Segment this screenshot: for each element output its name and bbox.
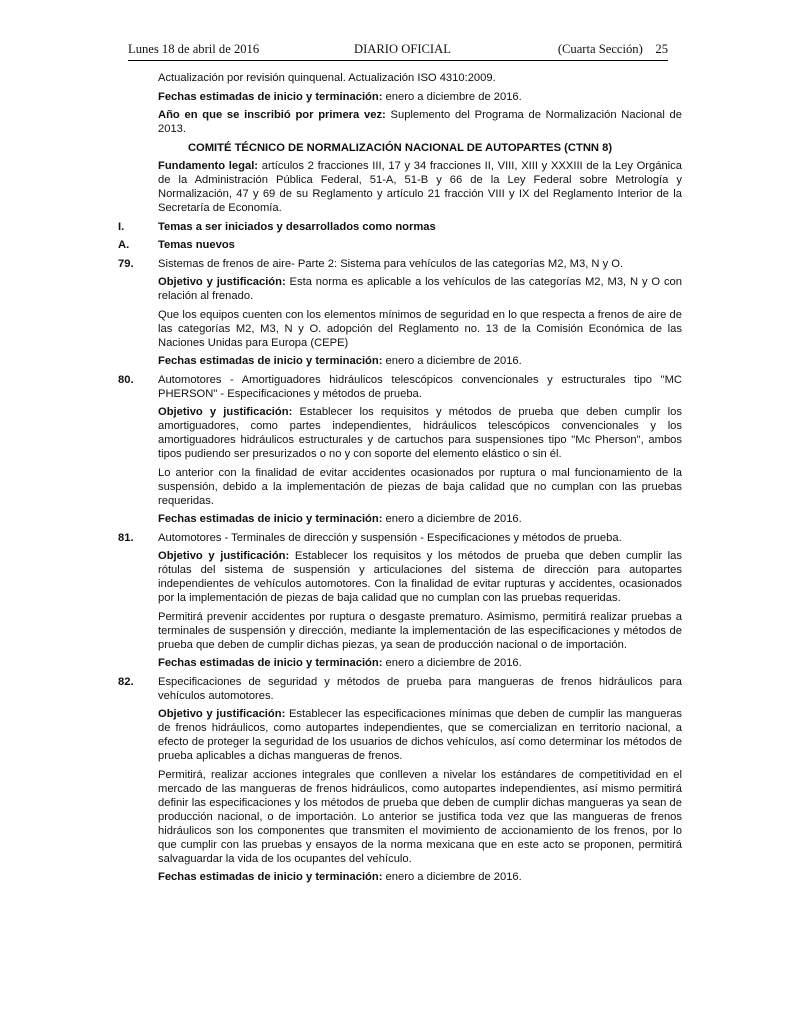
objective-paragraph — [118, 549, 682, 605]
header-section: (Cuarta Sección) — [557, 42, 643, 56]
header-publication: DIARIO OFICIAL — [354, 42, 451, 56]
first-registered-paragraph — [118, 108, 682, 136]
objective-paragraph — [118, 707, 682, 763]
legal-basis-paragraph — [118, 159, 682, 215]
item-number: 79. — [118, 257, 134, 270]
dates-value: enero a diciembre de 2016. — [382, 871, 522, 883]
dates-label: Fechas estimadas de inicio y terminación: — [158, 513, 383, 525]
header-section-page — [558, 42, 668, 57]
section-number: I. — [118, 220, 125, 233]
dates-label: Fechas estimadas de inicio y terminación: — [158, 657, 383, 669]
item-number: 82. — [118, 675, 134, 688]
dates-label: Fechas estimadas de inicio y terminación: — [158, 355, 383, 367]
dates-paragraph — [118, 656, 682, 670]
justification-paragraph: Lo anterior con la finalidad de evitar accidentes ocasionados por ruptura o mal funcionamiento de la suspensión, debido a la implementación de piezas de baja calidad que no cumplan con las pruebas requeridas. — [158, 466, 682, 507]
legal-basis-label: Fundamento legal: — [158, 160, 259, 172]
subsection-number: A. — [118, 239, 130, 251]
dates-paragraph — [118, 354, 682, 368]
objective-paragraph — [118, 405, 682, 461]
justification-paragraph: Que los equipos cuenten con los elementos mínimos de seguridad en lo que respecta a frenos de aire de las categorías M2, M3, N y O. adopción del Reglamento no. 13 de la Comisión Económica de las Naciones Unidas para Europa (CEPE) — [158, 308, 682, 349]
subsection-heading — [118, 238, 682, 252]
objective-text: Esta norma es aplicable a los vehículos de las categorías M2, M3, N y O con relación al frenado. — [158, 276, 682, 302]
document-body — [118, 71, 682, 889]
section-title: Temas a ser iniciados y desarrollados como normas — [158, 220, 436, 233]
item-title: Especificaciones de seguridad y métodos de prueba para mangueras de frenos hidráulicos para vehículos automotores. — [158, 675, 682, 702]
item-number: 80. — [118, 373, 134, 386]
dates-value: enero a diciembre de 2016. — [382, 657, 522, 669]
subsection-title: Temas nuevos — [158, 239, 235, 251]
item-title: Automotores - Amortiguadores hidráulicos telescópicos convencionales y estructurales tipo "MC PHERSON" - Especificaciones y métodos de prueba. — [158, 373, 682, 400]
header-rule — [128, 60, 668, 61]
dates-value: enero a diciembre de 2016. — [382, 90, 522, 103]
item-title-paragraph — [118, 257, 682, 271]
item-number: 81. — [118, 531, 134, 544]
objective-text: Establecer las especificaciones mínimas que deben de cumplir las mangueras de frenos hidráulicos, como autopartes independientes, que se comercializan en territorio nacional, a efecto de proteger la seguridad de los usuarios de dichos vehículos, así como determinar los métodos de prueba aplicables a dichas mangueras de frenos. — [158, 708, 682, 762]
legal-basis-value: artículos 2 fracciones III, 17 y 34 fracciones II, VIII, XIII y XXXIII de la Ley Orgánica de la Administración Pública Federal, 51-A, 51-B y 66 de la Ley Federal sobre Metrología y Normalización, 47 y 69 de su Reglamento y artículo 21 fracción VIII y IX del Reglamento Interior de la Secretaría de Economía. — [158, 160, 682, 214]
dates-label: Fechas estimadas de inicio y terminación: — [158, 871, 383, 883]
objective-label: Objetivo y justificación: — [158, 276, 286, 288]
first-registered-value: Suplemento del Programa de Normalización Nacional de 2013. — [158, 109, 682, 135]
item-title-paragraph — [118, 675, 682, 703]
first-registered-label: Año en que se inscribió por primera vez: — [158, 109, 386, 121]
header-page-number: 25 — [655, 42, 668, 56]
page-header — [128, 40, 668, 60]
committee-title: COMITÉ TÉCNICO DE NORMALIZACIÓN NACIONAL DE AUTOPARTES (CTNN 8) — [187, 141, 613, 154]
justification-paragraph: Permitirá, realizar acciones integrales que conlleven a nivelar los estándares de competitividad en el mercado de las mangueras de frenos hidráulicos, como autopartes independientes, así mismo permitirá definir las especificaciones y los métodos de prueba que deben de cumplir dichas mangueras ya sean de producción nacional, o de importación. Lo anterior se justifica toda vez que las mangueras de frenos hidráulicos son los componentes que transmiten el movimiento de accionamiento de los frenos, por lo que cumplir con las pruebas y ensayos de la norma mexicana que en este acto se proponen, permitirá salvaguardar la vida de los ocupantes del vehículo. — [158, 768, 682, 865]
dates-paragraph — [118, 512, 682, 526]
objective-text: Establecer los requisitos y los métodos de prueba que deben cumplir las rótulas del sistema de suspensión y articulaciones del sistema de dirección para autopartes independientes de vehículos automotores. Con la finalidad de evitar rupturas y accidentes, ocasionados por la implementación de piezas de baja calidad que no cumplan con las pruebas requeridas. — [158, 550, 682, 604]
dates-label: Fechas estimadas de inicio y terminación: — [158, 90, 383, 103]
objective-label: Objetivo y justificación: — [158, 406, 293, 418]
dates-paragraph — [118, 870, 682, 884]
objective-text: Establecer los requisitos y métodos de prueba que deben cumplir los amortiguadores, como partes independientes, hidráulicos telescópicos convencionales y los amortiguadores hidráulicos estructurales y de cartuchos para suspensiones tipo "Mc Pherson", ambos tipos pudiendo ser presurizados o no y con soporte del elemento elástico o sin él. — [158, 406, 682, 460]
item-title: Automotores - Terminales de dirección y suspensión - Especificaciones y métodos de prueba. — [158, 531, 622, 544]
header-date: Lunes 18 de abril de 2016 — [128, 42, 260, 56]
item-title-paragraph — [118, 373, 682, 401]
section-heading — [118, 220, 682, 234]
dates-paragraph — [118, 90, 682, 104]
dates-value: enero a diciembre de 2016. — [382, 513, 522, 525]
dates-value: enero a diciembre de 2016. — [382, 355, 522, 367]
justification-paragraph: Permitirá prevenir accidentes por ruptura o desgaste prematuro. Asimismo, permitirá realizar pruebas a terminales de suspensión y dirección, mediante la implementación de las especificaciones y métodos de prueba que deben de cumplir dichas piezas, ya sean de producción nacional o de importación. — [158, 610, 682, 651]
objective-label: Objetivo y justificación: — [158, 550, 290, 562]
update-note: Actualización por revisión quinquenal. Actualización ISO 4310:2009. — [158, 72, 496, 84]
objective-label: Objetivo y justificación: — [158, 708, 286, 720]
objective-paragraph — [118, 275, 682, 303]
item-title-paragraph — [118, 531, 682, 545]
item-title: Sistemas de frenos de aire- Parte 2: Sistema para vehículos de las categorías M2, M3, N y O. — [158, 257, 624, 270]
